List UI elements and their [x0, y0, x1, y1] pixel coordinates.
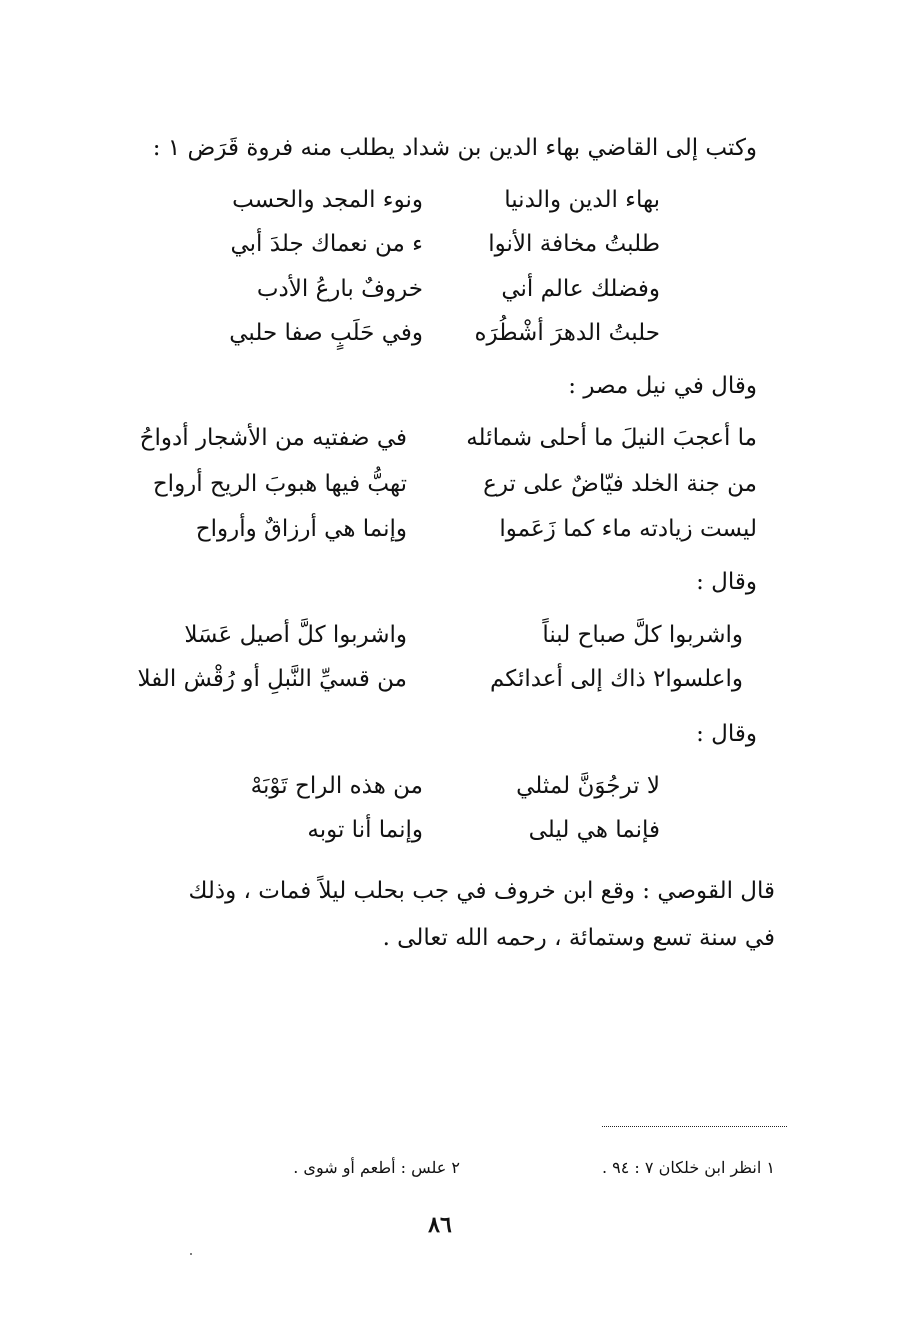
poem-1-hemistich-2a: طلبتُ مخافة الأنوا: [488, 231, 660, 257]
poem-2-hemistich-1b: في ضفتيه من الأشجار أدواحُ: [139, 425, 407, 451]
poem-2-hemistich-3b: وإنما هي أرزاقٌ وأرواح: [195, 516, 407, 542]
poem-3-hemistich-1b: واشربوا كلَّ أصيل عَسَلا: [184, 622, 407, 648]
poem-1-hemistich-1b: ونوء المجد والحسب: [232, 187, 423, 213]
footnote-1: ١ انظر ابن خلكان ٧ : ٩٤ .: [601, 1158, 775, 1177]
poem-1-hemistich-3a: وفضلك عالم أني: [501, 276, 660, 302]
scan-speck: [190, 1253, 192, 1255]
poem-4-hemistich-1a: لا ترجُوَنَّ لمثلي: [516, 773, 660, 799]
footnote-2: ٢ علس : أطعم أو شوى .: [293, 1158, 460, 1177]
poem-2-hemistich-2a: من جنة الخلد فيّاضٌ على ترع: [483, 471, 757, 497]
poem-1-hemistich-1a: بهاء الدين والدنيا: [504, 187, 660, 213]
footnote-separator: [602, 1126, 787, 1127]
poem-2-hemistich-2b: تهبُّ فيها هبوبَ الريح أرواح: [152, 471, 407, 497]
intro-line-4: وقال :: [696, 721, 757, 747]
poem-2-hemistich-3a: ليست زيادته ماء كما زَعَموا: [499, 516, 757, 542]
intro-line-2: وقال في نيل مصر :: [568, 373, 757, 399]
intro-line-3: وقال :: [696, 569, 757, 595]
intro-line-1: وكتب إلى القاضي بهاء الدين بن شداد يطلب منه فروة قَرَض ١ :: [152, 135, 757, 161]
poem-2-hemistich-1a: ما أعجبَ النيلَ ما أحلى شمائله: [466, 425, 757, 451]
poem-3-hemistich-1a: واشربوا كلَّ صباح لبناً: [542, 622, 743, 648]
closing-line-1: قال القوصي : وقع ابن خروف في جب بحلب ليلاً فمات ، وذلك: [188, 878, 775, 904]
page-number: ٨٦: [428, 1212, 452, 1238]
poem-3-hemistich-2a: واعلسوا٢ ذاك إلى أعدائكم: [489, 666, 743, 692]
poem-4-hemistich-2a: فإنما هي ليلى: [528, 817, 660, 843]
closing-line-2: في سنة تسع وستمائة ، رحمه الله تعالى .: [382, 925, 775, 951]
poem-4-hemistich-1b: من هذه الراح تَوْبَهْ: [250, 773, 423, 799]
poem-1-hemistich-4b: وفي حَلَبٍ صفا حلبي: [229, 320, 423, 346]
poem-3-hemistich-2b: من قسيِّ النَّبلِ أو رُقْش الفلا: [137, 666, 407, 692]
poem-1-hemistich-2b: ء من نعماك جلدَ أبي: [230, 231, 423, 257]
poem-4-hemistich-2b: وإنما أنا توبه: [307, 817, 423, 843]
poem-1-hemistich-3b: خروفٌ بارعُ الأدب: [256, 276, 423, 302]
poem-1-hemistich-4a: حلبتُ الدهرَ أشْطُرَه: [474, 320, 660, 346]
